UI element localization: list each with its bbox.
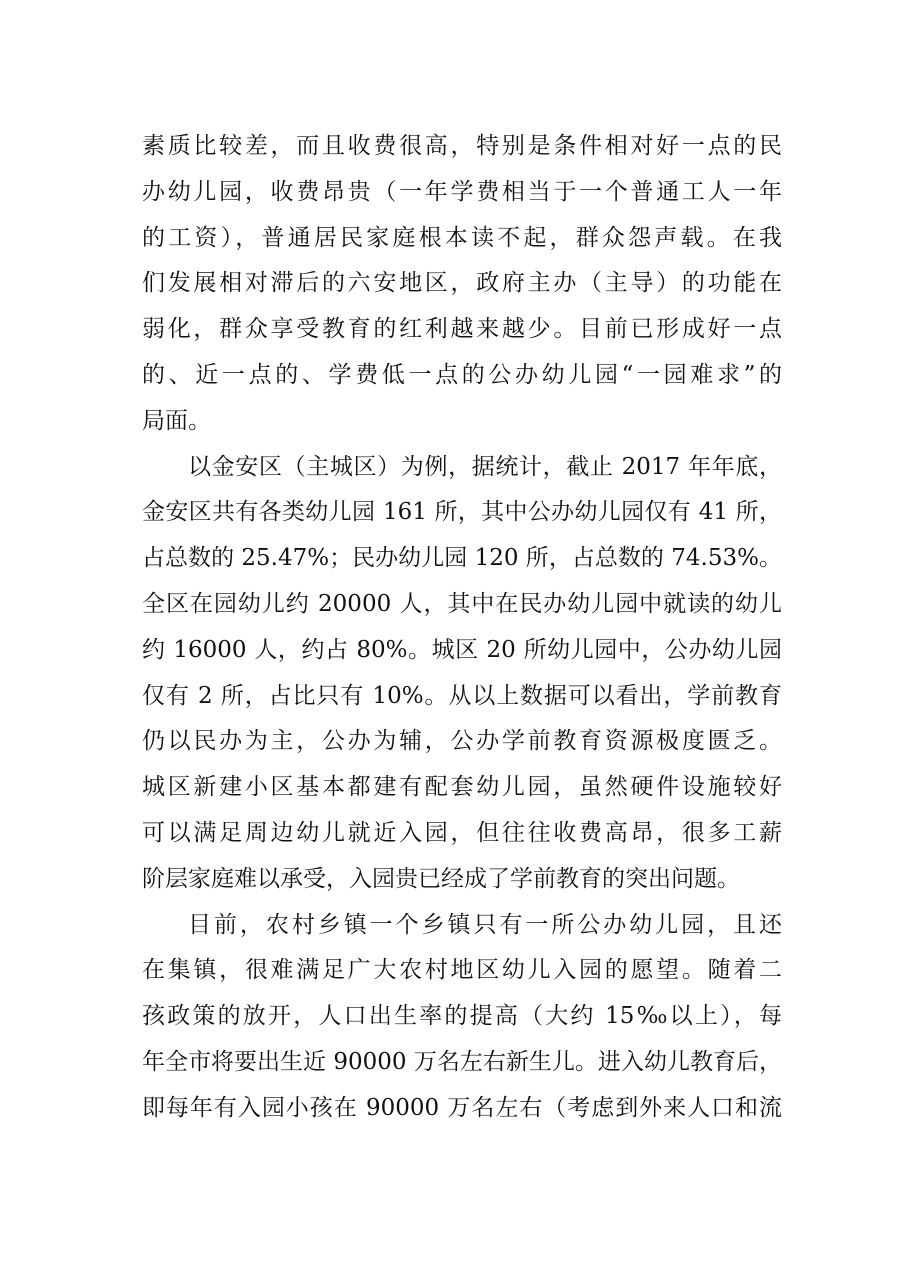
text-line: 即每年有入园小孩在 90000 万名左右（考虑到外来人口和流 xyxy=(142,1094,782,1121)
text-line: 在集镇，很难满足广大农村地区幼儿入园的愿望。随着二 xyxy=(142,957,782,984)
text-line: 约 16000 人，约占 80%。城区 20 所幼儿园中，公办幼儿园 xyxy=(142,636,782,663)
paragraph-2 xyxy=(142,445,782,903)
text-line: 办幼儿园，收费昂贵（一年学费相当于一个普通工人一年 xyxy=(142,178,782,205)
text-line: 金安区共有各类幼儿园 161 所，其中公办幼儿园仅有 41 所， xyxy=(142,499,782,526)
text-line: 目前，农村乡镇一个乡镇只有一所公办幼儿园，且还 xyxy=(188,911,782,938)
paragraph-3 xyxy=(142,903,782,1132)
text-line: 全区在园幼儿约 20000 人，其中在民办幼儿园中就读的幼儿 xyxy=(142,590,782,617)
text-line: 局面。 xyxy=(142,407,211,434)
text-line: 素质比较差，而且收费很高，特别是条件相对好一点的民 xyxy=(142,133,782,159)
paragraph-1 xyxy=(142,124,782,445)
text-line: 可以满足周边幼儿就近入园，但往往收费高昂，很多工薪 xyxy=(142,819,782,846)
text-line: 仅有 2 所，占比只有 10%。从以上数据可以看出，学前教育 xyxy=(142,682,782,709)
text-line: 弱化，群众享受教育的红利越来越少。目前已形成好一点 xyxy=(142,316,782,343)
text-line: 占总数的 25.47%；民办幼儿园 120 所，占总数的 74.53%。 xyxy=(142,545,782,572)
text-line: 们发展相对滞后的六安地区，政府主办（主导）的功能在 xyxy=(142,270,782,297)
text-line: 仍以民办为主，公办为辅，公办学前教育资源极度匮乏。 xyxy=(142,728,782,755)
text-line: 年全市将要出生近 90000 万名左右新生儿。进入幼儿教育后， xyxy=(142,1048,782,1075)
text-line: 阶层家庭难以承受，入园贵已经成了学前教育的突出问题。 xyxy=(142,865,740,892)
text-line: 的工资），普通居民家庭根本读不起，群众怨声载。在我 xyxy=(142,224,782,251)
text-line: 的、近一点的、学费低一点的公办幼儿园“一园难求”的 xyxy=(142,361,782,388)
text-line: 城区新建小区基本都建有配套幼儿园，虽然硬件设施较好 xyxy=(142,774,782,801)
text-line: 孩政策的放开，人口出生率的提高（大约 15‰以上），每 xyxy=(142,1003,782,1030)
text-line: 以金安区（主城区）为例，据统计，截止 2017 年年底， xyxy=(188,453,782,480)
body-text xyxy=(142,124,782,1132)
